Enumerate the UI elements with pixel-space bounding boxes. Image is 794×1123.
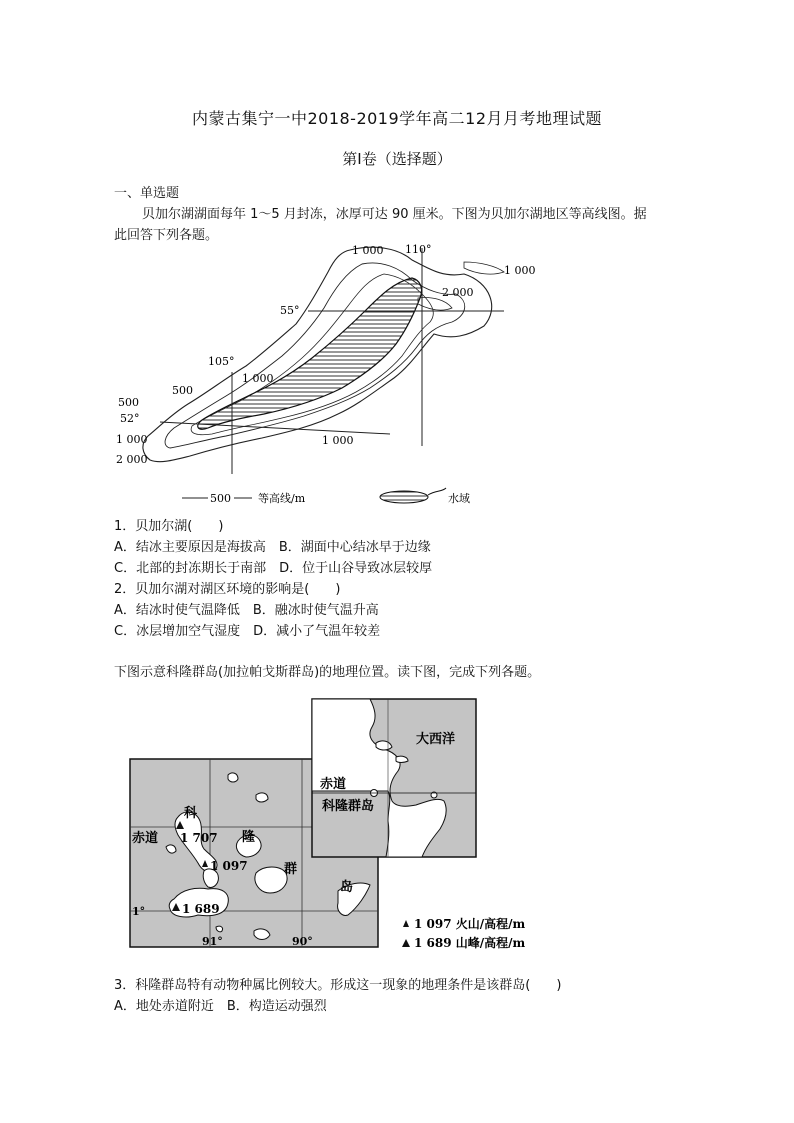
question-3-options-ab: A．地处赤道附近 B．构造运动强烈 (114, 999, 327, 1014)
label-volcano-1097: 1 097 (210, 859, 248, 873)
label-dao: 岛 (340, 880, 354, 895)
legend-peak-icon (402, 939, 410, 947)
label-equator: 赤道 (132, 831, 159, 846)
legend-volcano-label: 1 097 火山/高程/m (414, 917, 526, 931)
label-long: 隆 (242, 830, 256, 845)
label-contour-1000: 1 000 (322, 434, 354, 447)
section-heading: 一、单选题 (114, 186, 180, 201)
label-peak-1689: 1 689 (182, 902, 220, 916)
label-contour-2000: 2 000 (442, 286, 474, 299)
legend-water-tail (428, 488, 446, 495)
label-contour-500: 500 (118, 396, 139, 409)
label-lat-1: 1° (132, 905, 146, 918)
label-contour-2000: 2 000 (116, 453, 148, 466)
page-title: 内蒙古集宁一中2018-2019学年高二12月月考地理试题 (191, 109, 603, 128)
inset-label-equator: 赤道 (320, 777, 347, 792)
question-2-stem: 2．贝加尔湖对湖区环境的影响是( ) (114, 582, 341, 597)
label-qun: 群 (284, 862, 298, 877)
intro-paragraph-line2: 此回答下列各题。 (114, 228, 219, 243)
label-lon-110: 110° (405, 243, 432, 256)
question-1-options-cd: C．北部的封冻期长于南部 D．位于山谷导致冰层较厚 (114, 561, 433, 576)
question-1-options-ab: A．结冰主要原因是海拔高 B．湖面中心结冰早于边缘 (114, 540, 431, 555)
label-contour-500: 500 (172, 384, 193, 397)
legend-contour-label: 等高线/m (258, 492, 306, 505)
label-peak-1707: 1 707 (180, 831, 218, 845)
label-lon-91: 91° (202, 935, 223, 948)
intro-paragraph-line1: 贝加尔湖湖面每年 1～5 月封冻，冰厚可达 90 厘米。下图为贝加尔湖地区等高线图。据 (142, 207, 647, 222)
legend-water-label: 水域 (448, 492, 470, 505)
label-contour-1000: 1 000 (242, 372, 274, 385)
question-1-stem: 1．贝加尔湖( ) (114, 519, 224, 534)
legend-contour-value: 500 (210, 492, 231, 505)
question-2-options-cd: C．冰层增加空气湿度 D．减小了气温年较差 (114, 624, 381, 639)
label-lat-55: 55° (280, 304, 300, 317)
lake-baikal-water (198, 278, 422, 429)
island-pinta (228, 773, 238, 782)
legend-water-swatch (380, 491, 428, 503)
inset-label-galapagos: 科隆群岛 (322, 799, 375, 814)
baikal-contour-map (112, 238, 536, 510)
galapagos-location-map (126, 695, 546, 953)
label-contour-1000: 1 000 (116, 433, 148, 446)
question-2-options-ab: A．结冰时使气温降低 B．融冰时使气温升高 (114, 603, 379, 618)
section-subtitle: 第Ⅰ卷（选择题） (342, 150, 452, 168)
label-lon-105: 105° (208, 355, 235, 368)
label-contour-1000: 1 000 (504, 264, 536, 277)
label-ke: 科 (184, 806, 198, 821)
contour-lobe (418, 297, 452, 310)
island-santa-cruz (255, 867, 287, 893)
inset-label-atlantic: 大西洋 (416, 732, 456, 747)
intro-paragraph-2: 下图示意科隆群岛(加拉帕戈斯群岛)的地理位置。读下图，完成下列各题。 (114, 665, 541, 680)
question-3-stem: 3．科隆群岛特有动物种属比例较大。形成这一现象的地理条件是该群岛( ) (114, 978, 562, 993)
legend-volcano-icon (403, 920, 409, 927)
label-contour-1000: 1 000 (352, 244, 384, 257)
legend-peak-label: 1 689 山峰/高程/m (414, 936, 526, 950)
island-marchena (256, 793, 268, 802)
inset-island (396, 756, 408, 762)
label-lat-52: 52° (120, 412, 140, 425)
label-lon-90: 90° (292, 935, 313, 948)
contour-lobe (464, 262, 504, 274)
